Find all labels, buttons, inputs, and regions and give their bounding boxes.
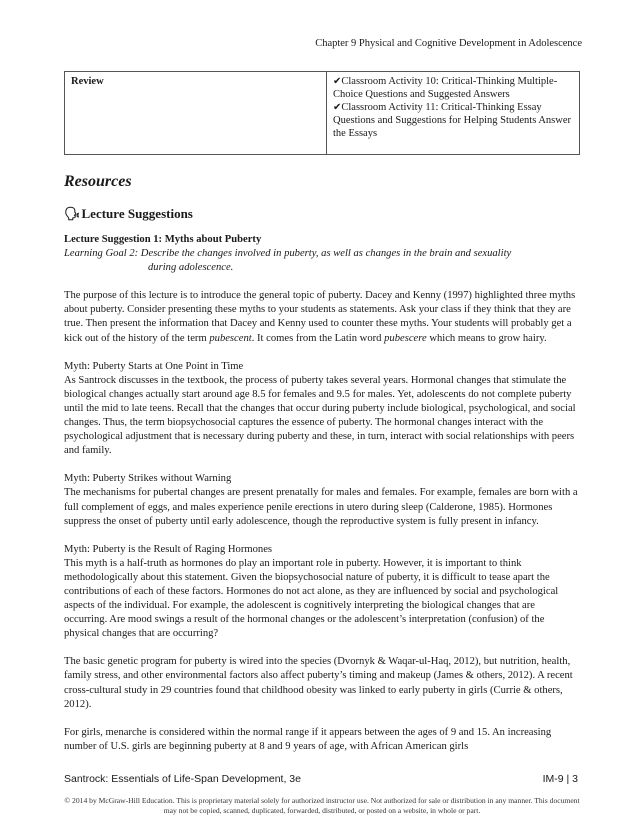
copyright-notice: © 2014 by McGraw-Hill Education. This is proprietary material solely for authorized instructor use. Not authorized for sale or distribution in any manner. This document may not be copied, scanned, duplicated, forwarded, distributed, or posted on a website, in whole or part. [64,796,580,815]
genetic-paragraph: The basic genetic program for puberty is wired into the species (Dvornyk & Waqar-ul-Haq, 2012), but nutrition, health, family stress, and other environmental factors also affect puberty’s timing and makeup (James & others, 2012). A recent cross-cultural study in 29 countries found that childhood obesity was linked to early puberty in girls (Currie & others, 2012). [64,656,573,710]
activity-item: ✔Classroom Activity 11: Critical-Thinking Essay Questions and Suggestions for Helping Students Answer the Essays [333,102,571,139]
review-table [64,71,580,155]
activity-item: ✔Classroom Activity 10: Critical-Thinking Multiple-Choice Questions and Suggested Answers [333,76,558,100]
checkmark-icon: ✔ [333,76,342,87]
review-activities [327,72,580,155]
suggestion-title: Lecture Suggestion 1: Myths about Puberty [64,234,262,245]
myth-title: Myth: Puberty is the Result of Raging Hormones [64,543,273,555]
lecture-suggestions-heading: 🗣Lecture Suggestions [64,206,193,221]
myth-section [64,472,580,528]
myth-title: Myth: Puberty Starts at One Point in Time [64,360,244,372]
review-label: Review [65,72,327,155]
speaker-head-icon: 🗣 [64,206,81,221]
checkmark-icon: ✔ [333,102,342,113]
myth-title: Myth: Puberty Strikes without Warning [64,473,232,485]
main-content [64,172,580,768]
learning-goal: Learning Goal 2: Describe the changes involved in puberty, as well as changes in the brain and sexuality during adolescence. [64,248,512,274]
myth-section [64,360,580,459]
myth-section [64,543,580,642]
resources-heading: Resources [64,173,132,190]
running-header: Chapter 9 Physical and Cognitive Development in Adolescence [315,38,582,49]
myth-body: The mechanisms for pubertal changes are present prenatally for males and females. For example, females are born with a full complement of eggs, and males experience penile erections in utero during sleep (Calderone, 1985). Hormones suppress the onset of puberty until early adolescence, though the reproductive system is fully present in infancy. [64,487,578,527]
intro-paragraph: The purpose of this lecture is to introduce the general topic of puberty. Dacey and Kenny (1997) highlighted three myths about puberty. Consider presenting these myths to your students as statements. Ask your class if they think that they are true. Then present the information that Dacey and Kenny used to counter these myths. Your students will probably get a kick out of the history of the term pubescent. It comes from the Latin word pubescere which means to grow hairy. [64,290,576,344]
myth-body: This myth is a half-truth as hormones do play an important role in puberty. However, it is important to think methodologically about this statement. Given the biopsychosocial nature of puberty, it is difficult to tease apart the contributions of each of these factors. Hormones do not act alone, as they are influenced by social and psychological aspects of the individual. For example, the adolescent is cognitively interpreting the biological changes that are occurring. Are mood swings a result of the hormonal changes or the adolescent’s interpretation (confusion) of the physical changes that are occurring? [64,557,559,640]
myth-body: As Santrock discusses in the textbook, the process of puberty takes several years. Hormonal changes that stimulate the biological changes actually start around age 8.5 for females and 9.5 for males. Yet, adolescents do not complete puberty until the mid to late teens. Recall that the changes that occur during puberty include biological, psychological, and social changes. Thus, the term biopsychosocial captures the essence of puberty. The hormonal changes interact with the psychological adjustment that is necessary during puberty and these, in turn, interact with social relationships with peers and family. [64,374,576,457]
girls-paragraph: For girls, menarche is considered within the normal range if it appears between the ages of 9 and 15. An increasing number of U.S. girls are beginning puberty at 8 and 9 years of age, with African American girls [64,726,552,752]
footer-book-title: Santrock: Essentials of Life-Span Development, 3e [64,773,301,785]
footer-page-number: IM-9 | 3 [542,773,578,785]
